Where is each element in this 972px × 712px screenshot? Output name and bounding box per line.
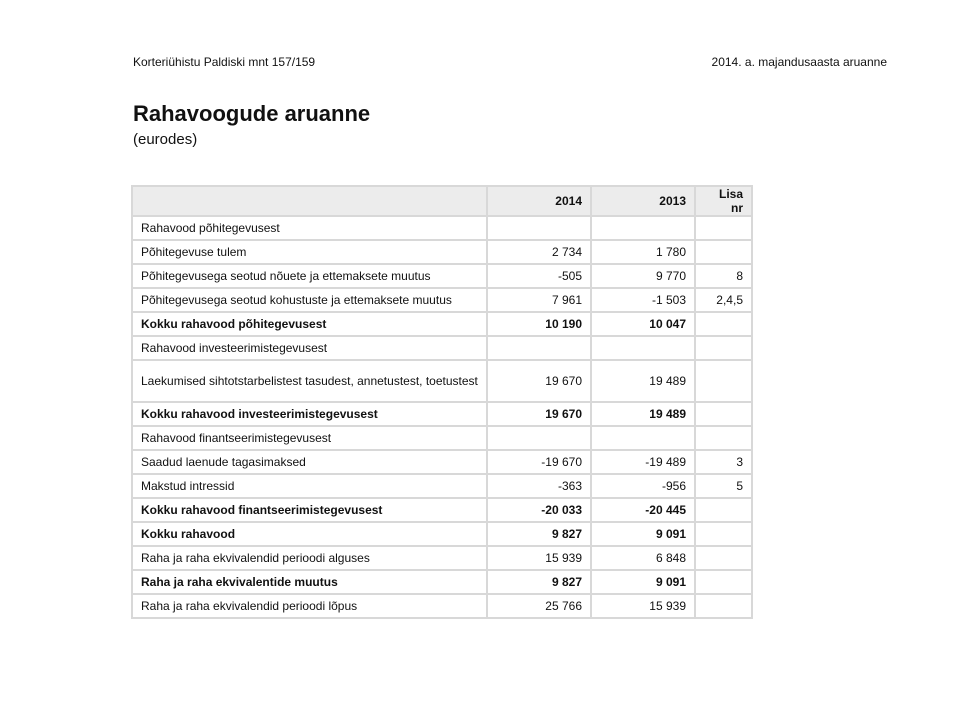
note-ref — [695, 522, 752, 546]
value-2013: 15 939 — [591, 594, 695, 618]
subtotal-row — [132, 402, 752, 426]
value-2014: 9 827 — [487, 570, 591, 594]
note-ref — [695, 402, 752, 426]
row-label: Kokku rahavood — [132, 522, 487, 546]
table-row — [132, 240, 752, 264]
value-2013 — [591, 336, 695, 360]
value-2013: 19 489 — [591, 402, 695, 426]
table-row — [132, 360, 752, 402]
row-label: Raha ja raha ekvivalentide muutus — [132, 570, 487, 594]
value-2013: -20 445 — [591, 498, 695, 522]
value-2013: 1 780 — [591, 240, 695, 264]
subtotal-row — [132, 498, 752, 522]
value-2013: 9 770 — [591, 264, 695, 288]
value-2013 — [591, 426, 695, 450]
page-subtitle: (eurodes) — [133, 131, 198, 148]
value-2014: -505 — [487, 264, 591, 288]
table-row — [132, 594, 752, 618]
page-title: Rahavoogude aruanne — [133, 101, 371, 126]
value-2014: -20 033 — [487, 498, 591, 522]
value-2014 — [487, 336, 591, 360]
value-2014 — [487, 426, 591, 450]
note-ref — [695, 336, 752, 360]
organization-name: Korteriühistu Paldiski mnt 157/159 — [133, 55, 316, 69]
note-ref: 2,4,5 — [695, 288, 752, 312]
value-2014: 19 670 — [487, 402, 591, 426]
note-ref: 8 — [695, 264, 752, 288]
row-label: Laekumised sihtotstarbelistest tasudest, annetustest, toetustest — [132, 360, 487, 402]
column-header-2014: 2014 — [487, 186, 591, 216]
table-row — [132, 288, 752, 312]
row-label: Rahavood finantseerimistegevusest — [132, 426, 487, 450]
column-header-label — [132, 186, 487, 216]
value-2014: 9 827 — [487, 522, 591, 546]
column-header-note: Lisa nr — [695, 186, 752, 216]
row-label: Rahavood investeerimistegevusest — [132, 336, 487, 360]
row-label: Kokku rahavood finantseerimistegevusest — [132, 498, 487, 522]
note-ref — [695, 426, 752, 450]
row-label: Raha ja raha ekvivalendid perioodi lõpus — [132, 594, 487, 618]
report-name: 2014. a. majandusaasta aruanne — [711, 55, 887, 69]
value-2013: -1 503 — [591, 288, 695, 312]
table-row — [132, 450, 752, 474]
value-2014: 15 939 — [487, 546, 591, 570]
table-row — [132, 336, 752, 360]
value-2014: 10 190 — [487, 312, 591, 336]
row-label: Kokku rahavood investeerimistegevusest — [132, 402, 487, 426]
note-ref — [695, 312, 752, 336]
note-ref — [695, 360, 752, 402]
value-2013: 19 489 — [591, 360, 695, 402]
value-2013: -956 — [591, 474, 695, 498]
row-label: Põhitegevuse tulem — [132, 240, 487, 264]
note-ref — [695, 570, 752, 594]
value-2013: 9 091 — [591, 522, 695, 546]
note-ref — [695, 216, 752, 240]
total-row — [132, 570, 752, 594]
note-ref — [695, 498, 752, 522]
table-row — [132, 426, 752, 450]
note-ref — [695, 546, 752, 570]
value-2014: -363 — [487, 474, 591, 498]
total-row — [132, 522, 752, 546]
column-header-2013: 2013 — [591, 186, 695, 216]
table-row — [132, 264, 752, 288]
note-ref — [695, 594, 752, 618]
subtotal-row — [132, 312, 752, 336]
row-label: Rahavood põhitegevusest — [132, 216, 487, 240]
cash-flow-table — [131, 185, 753, 619]
note-ref — [695, 240, 752, 264]
row-label: Saadud laenude tagasimaksed — [132, 450, 487, 474]
table-row — [132, 546, 752, 570]
value-2013: 9 091 — [591, 570, 695, 594]
value-2014: 7 961 — [487, 288, 591, 312]
value-2013: -19 489 — [591, 450, 695, 474]
row-label: Kokku rahavood põhitegevusest — [132, 312, 487, 336]
table-header-row — [132, 186, 752, 216]
value-2013: 10 047 — [591, 312, 695, 336]
row-label: Makstud intressid — [132, 474, 487, 498]
table-row — [132, 474, 752, 498]
value-2014: 19 670 — [487, 360, 591, 402]
table-row — [132, 216, 752, 240]
row-label: Raha ja raha ekvivalendid perioodi alguses — [132, 546, 487, 570]
note-ref: 5 — [695, 474, 752, 498]
value-2014: 2 734 — [487, 240, 591, 264]
value-2013: 6 848 — [591, 546, 695, 570]
value-2014: -19 670 — [487, 450, 591, 474]
row-label: Põhitegevusega seotud kohustuste ja ettemaksete muutus — [132, 288, 487, 312]
note-ref: 3 — [695, 450, 752, 474]
value-2014 — [487, 216, 591, 240]
value-2014: 25 766 — [487, 594, 591, 618]
row-label: Põhitegevusega seotud nõuete ja ettemaksete muutus — [132, 264, 487, 288]
value-2013 — [591, 216, 695, 240]
